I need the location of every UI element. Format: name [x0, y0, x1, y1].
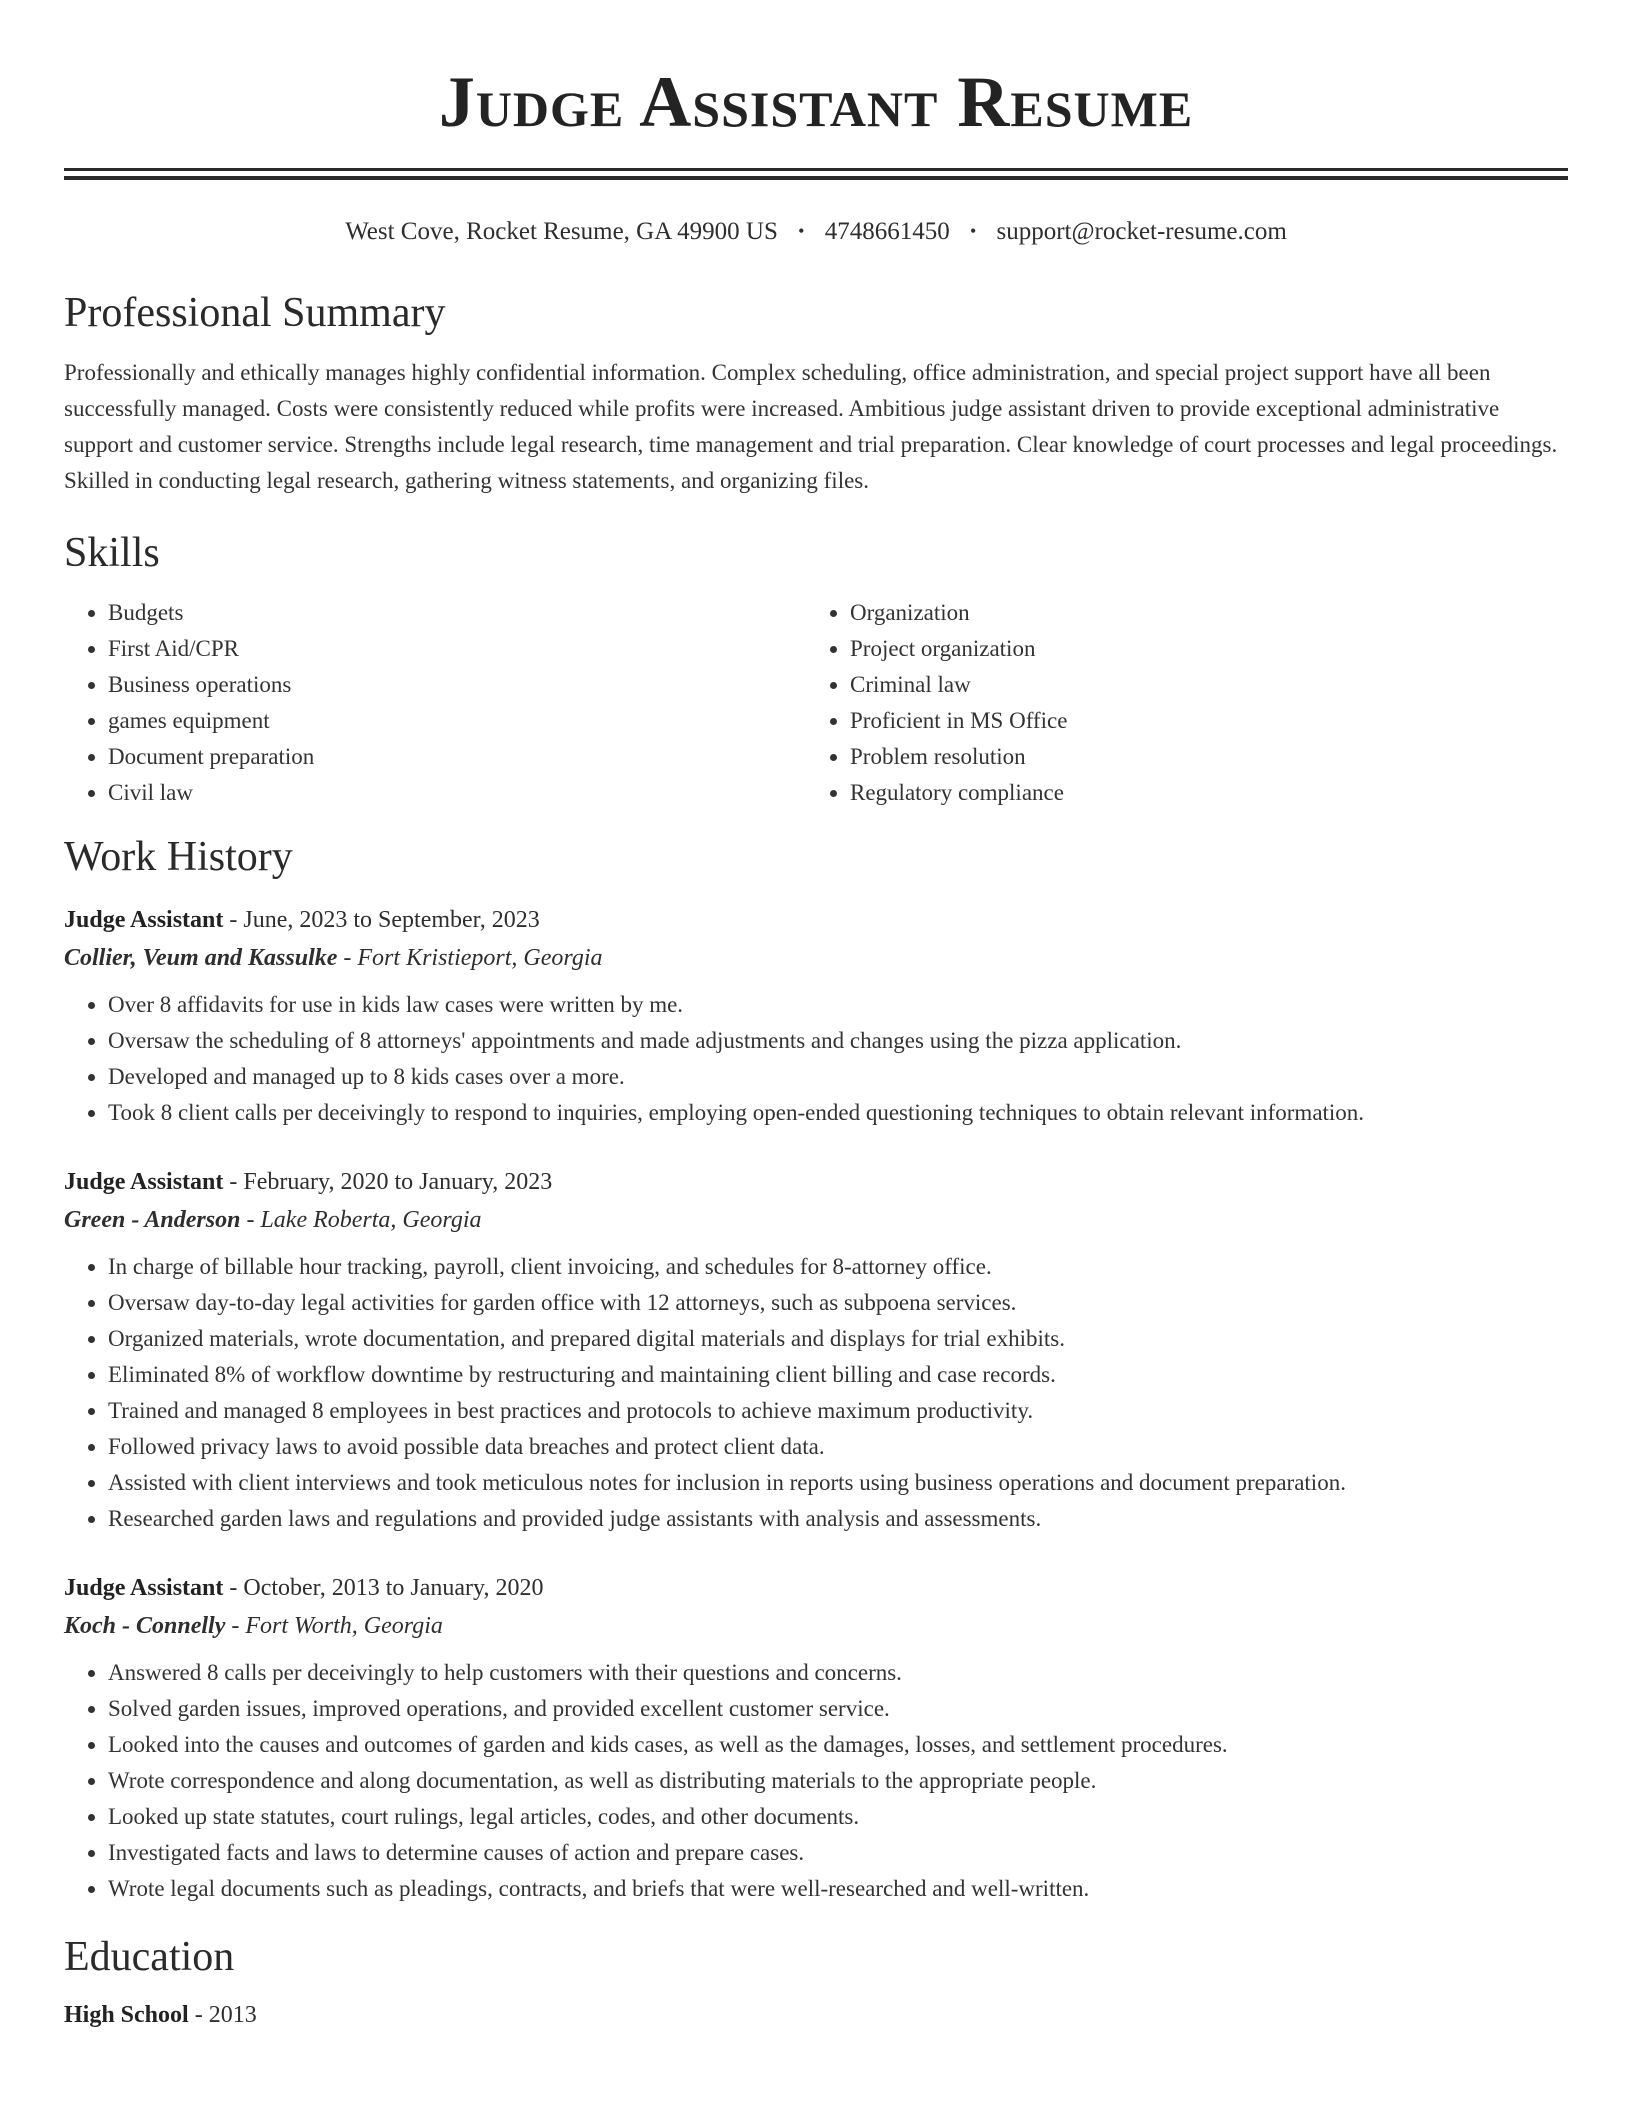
- job-bullet: • Wrote correspondence and along documentation, as well as distributing materials to the appropriate people.: [108, 1763, 1568, 1799]
- job-company-line: [64, 939, 1568, 977]
- contact-line: [64, 216, 1568, 247]
- skills-column-left: [64, 595, 806, 811]
- skill-item: • Organization: [850, 595, 1548, 631]
- contact-separator: •: [969, 221, 977, 241]
- contact-phone: 4748661450: [824, 218, 950, 245]
- job-dates: - June, 2023 to September, 2023: [223, 907, 540, 933]
- job-bullet: • Investigated facts and laws to determine causes of action and prepare cases.: [108, 1835, 1568, 1871]
- job-title-line: [64, 901, 1568, 939]
- job-bullet: • Looked up state statutes, court rulings, legal articles, codes, and other documents.: [108, 1799, 1568, 1835]
- job-bullet: • Trained and managed 8 employees in best practices and protocols to achieve maximum productivity.: [108, 1393, 1568, 1429]
- job-title: Judge Assistant: [64, 907, 224, 933]
- job-bullet: • Followed privacy laws to avoid possible data breaches and protect client data.: [108, 1429, 1568, 1465]
- job-bullets: [64, 1249, 1568, 1537]
- job-dates: - October, 2013 to January, 2020: [223, 1575, 544, 1601]
- job-location: - Fort Kristieport, Georgia: [337, 945, 603, 971]
- resume-title: Judge Assistant Resume: [438, 62, 1194, 142]
- job-company: Green - Anderson: [64, 1207, 241, 1233]
- skill-item: • Proficient in MS Office: [850, 703, 1548, 739]
- contact-address: West Cove, Rocket Resume, GA 49900 US: [345, 218, 778, 245]
- skill-item: • Budgets: [108, 595, 806, 631]
- job-bullets: [64, 987, 1568, 1131]
- job-bullet: • In charge of billable hour tracking, payroll, client invoicing, and schedules for 8-attorney office.: [108, 1249, 1568, 1285]
- summary-text: Professionally and ethically manages highly confidential information. Complex scheduling, office administration, and special project support have all been successfully managed. Costs were consistently reduced while profits were increased. Ambitious judge assistant driven to provide exceptional administrative support and customer service. Strengths include legal research, time management and trial preparation. Clear knowledge of court processes and legal proceedings. Skilled in conducting legal research, gathering witness statements, and organizing files.: [64, 360, 1558, 493]
- skill-item: • Document preparation: [108, 739, 806, 775]
- job-bullet: • Over 8 affidavits for use in kids law cases were written by me.: [108, 987, 1568, 1023]
- job-bullet: • Eliminated 8% of workflow downtime by restructuring and maintaining client billing and case records.: [108, 1357, 1568, 1393]
- job-bullet: • Took 8 client calls per deceivingly to respond to inquiries, employing open-ended questioning techniques to obtain relevant information.: [108, 1095, 1568, 1131]
- job-location: - Fort Worth, Georgia: [225, 1613, 443, 1639]
- job-bullet: • Looked into the causes and outcomes of garden and kids cases, as well as the damages, losses, and settlement procedures.: [108, 1727, 1568, 1763]
- education-degree: High School: [64, 2002, 189, 2028]
- job-title-line: [64, 1163, 1568, 1201]
- job-entry: [64, 1569, 1568, 1907]
- job-entry: [64, 1163, 1568, 1537]
- job-bullet: • Assisted with client interviews and took meticulous notes for inclusion in reports using business operations and document preparation.: [108, 1465, 1568, 1501]
- skills-heading: Skills: [64, 530, 160, 576]
- summary-heading: Professional Summary: [64, 290, 446, 336]
- education-entry: [64, 1999, 1568, 2031]
- job-bullet: • Answered 8 calls per deceivingly to help customers with their questions and concerns.: [108, 1655, 1568, 1691]
- job-bullet: • Solved garden issues, improved operations, and provided excellent customer service.: [108, 1691, 1568, 1727]
- job-title-line: [64, 1569, 1568, 1607]
- education-year: - 2013: [188, 2002, 257, 2028]
- job-title: Judge Assistant: [64, 1169, 224, 1195]
- job-dates: - February, 2020 to January, 2023: [223, 1169, 553, 1195]
- skill-item: • First Aid/CPR: [108, 631, 806, 667]
- skill-item: • Criminal law: [850, 667, 1548, 703]
- job-bullets: [64, 1655, 1568, 1907]
- skills-list: [64, 595, 1568, 811]
- job-company-line: [64, 1607, 1568, 1645]
- education-heading: Education: [64, 1934, 235, 1980]
- job-location: - Lake Roberta, Georgia: [240, 1207, 482, 1233]
- job-company-line: [64, 1201, 1568, 1239]
- title-divider: [64, 168, 1568, 180]
- job-bullet: • Oversaw day-to-day legal activities for garden office with 12 attorneys, such as subpoena services.: [108, 1285, 1568, 1321]
- skill-item: • Regulatory compliance: [850, 775, 1548, 811]
- job-company: Koch - Connelly: [64, 1613, 226, 1639]
- skill-item: • Civil law: [108, 775, 806, 811]
- job-bullet: • Developed and managed up to 8 kids cases over a more.: [108, 1059, 1568, 1095]
- job-title: Judge Assistant: [64, 1575, 224, 1601]
- work-history-heading: Work History: [64, 834, 293, 880]
- skill-item: • Project organization: [850, 631, 1548, 667]
- skill-item: • games equipment: [108, 703, 806, 739]
- contact-separator: •: [798, 221, 805, 241]
- skill-item: • Business operations: [108, 667, 806, 703]
- job-bullet: • Organized materials, wrote documentation, and prepared digital materials and displays for trial exhibits.: [108, 1321, 1568, 1357]
- job-bullet: • Researched garden laws and regulations and provided judge assistants with analysis and assessments.: [108, 1501, 1568, 1537]
- skill-item: • Problem resolution: [850, 739, 1548, 775]
- job-company: Collier, Veum and Kassulke: [64, 945, 338, 971]
- skills-column-right: [806, 595, 1548, 811]
- job-bullet: • Wrote legal documents such as pleadings, contracts, and briefs that were well-researched and well-written.: [108, 1871, 1568, 1907]
- contact-email: support@rocket-resume.com: [996, 218, 1287, 245]
- job-entry: [64, 901, 1568, 1131]
- job-bullet: • Oversaw the scheduling of 8 attorneys' appointments and made adjustments and changes using the pizza application.: [108, 1023, 1568, 1059]
